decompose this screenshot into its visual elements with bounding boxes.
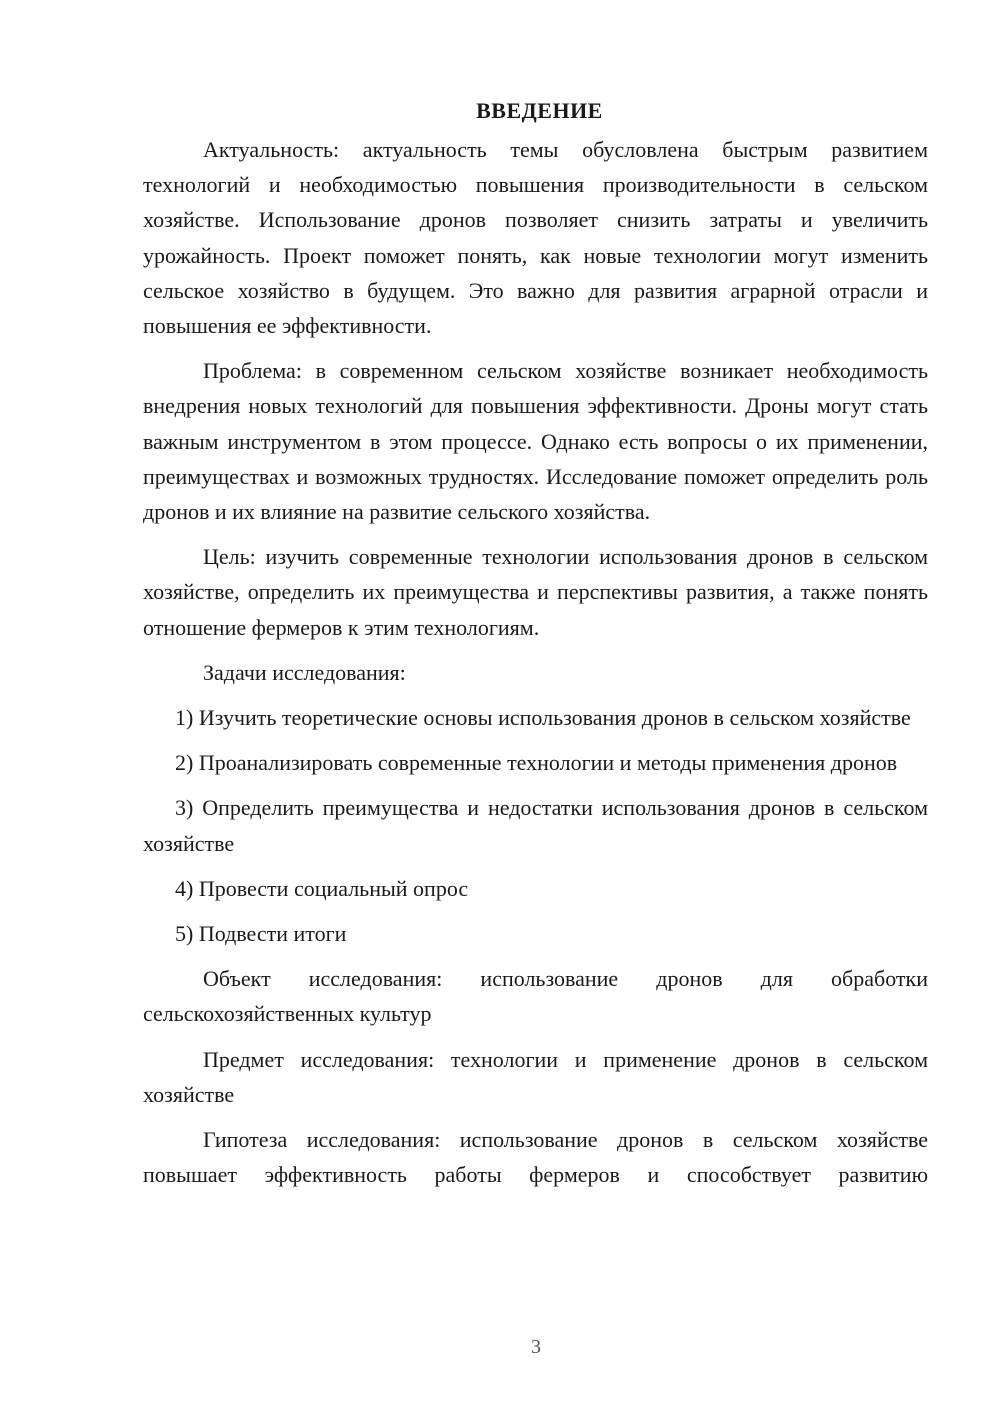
task-item: 3) Определить преимущества и недостатки использования дронов в сельском хозяйстве xyxy=(143,795,928,856)
problem-paragraph: Проблема: в современном сельском хозяйстве возникает необходимость внедрения новых технологий для повышения эффективности. Дроны могут стать важным инструментом в этом процессе. Однако есть вопросы о их применении, преимуществах и возможных трудностях. Исследование поможет определить роль дронов и их влияние на развитие сельского хозяйства. xyxy=(143,358,928,525)
object-paragraph: Объект исследования: использование дронов для обработки сельскохозяйственных культур xyxy=(143,966,928,1027)
tasks-list xyxy=(143,700,928,951)
hypothesis-paragraph: Гипотеза исследования: использование дронов в сельском хозяйстве повышает эффективность работы фермеров и способствует развитию xyxy=(143,1127,928,1188)
section-heading: ВВЕДЕНИЕ xyxy=(476,98,603,123)
task-item: 5) Подвести итоги xyxy=(175,921,347,947)
task-item: 1) Изучить теоретические основы использования дронов в сельском хозяйстве xyxy=(175,705,911,731)
tasks-title: Задачи исследования: xyxy=(203,659,406,685)
task-item: 2) Проанализировать современные технологии и методы применения дронов xyxy=(175,750,898,776)
page-number: 3 xyxy=(531,1336,541,1358)
relevance-paragraph: Актуальность: актуальность темы обусловлена быстрым развитием технологий и необходимостью повышения производительности в сельском хозяйстве. Использование дронов позволяет снизить затраты и увеличить урожайность. Проект поможет понять, как новые технологии могут изменить сельское хозяйство в будущем. Это важно для развития аграрной отрасли и повышения ее эффективности. xyxy=(143,137,928,339)
document-page xyxy=(143,96,928,1192)
subject-paragraph: Предмет исследования: технологии и применение дронов в сельском хозяйстве xyxy=(143,1046,928,1107)
task-item: 4) Провести социальный опрос xyxy=(175,875,469,901)
goal-paragraph: Цель: изучить современные технологии использования дронов в сельском хозяйстве, определить их преимущества и перспективы развития, а также понять отношение фермеров к этим технологиям. xyxy=(143,544,928,640)
